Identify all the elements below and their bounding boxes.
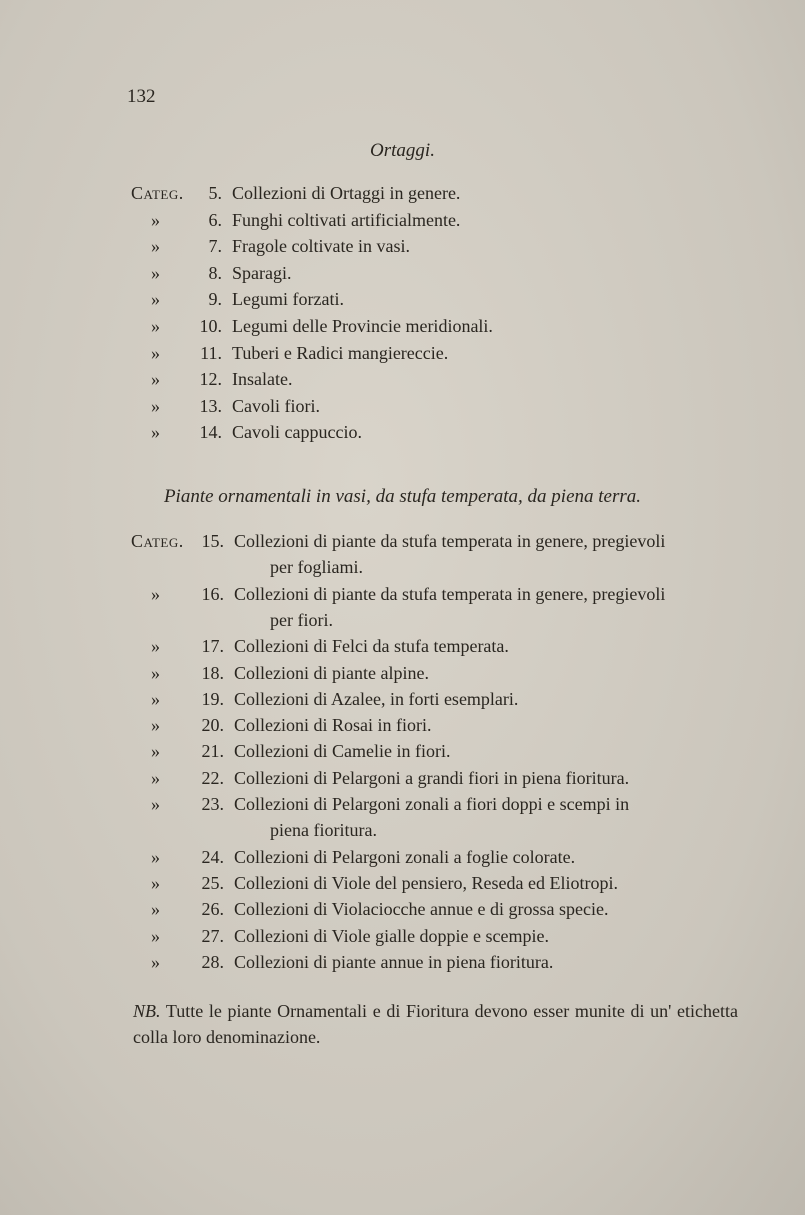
category-number: 9. <box>208 289 222 310</box>
category-marker: » <box>151 925 160 946</box>
footnote-text: Tutte le piante Ornamentali e di Fioritura devono esser munite di un' etichetta colla loro denominazione. <box>133 1001 738 1047</box>
category-number: 11. <box>200 342 222 363</box>
category-marker: » <box>151 262 160 283</box>
category-number: 24. <box>201 846 224 867</box>
entry-text-continued: per fogliami. <box>270 557 363 578</box>
category-number: 5. <box>208 183 222 203</box>
category-number: 26. <box>201 899 224 920</box>
category-number: 20. <box>201 715 224 736</box>
entry-text: Collezioni di Violaciocche annue e di grossa specie. <box>234 899 609 920</box>
category-number: 12. <box>199 369 222 390</box>
category-marker: » <box>151 846 160 867</box>
page-number: 132 <box>127 86 156 107</box>
category-marker: Categ. <box>131 183 184 203</box>
category-marker: » <box>151 767 160 788</box>
entry-text: Cavoli fiori. <box>232 395 320 416</box>
entry-text: Legumi forzati. <box>232 289 344 310</box>
entry-text: Tuberi e Radici mangiereccie. <box>232 342 449 363</box>
category-number: 15. <box>201 531 224 551</box>
category-marker: » <box>151 688 160 709</box>
entry-text: Collezioni di Azalee, in forti esemplari. <box>234 688 519 709</box>
entry-text: Collezioni di Viole del pensiero, Reseda ed Eliotropi. <box>234 872 619 893</box>
category-marker: » <box>151 583 160 604</box>
footnote <box>133 998 738 1050</box>
entry-text: Fragole coltivate in vasi. <box>232 236 410 257</box>
entry-text: Sparagi. <box>232 262 292 283</box>
category-marker: » <box>151 662 160 683</box>
category-marker: » <box>151 289 160 310</box>
category-marker: Categ. <box>131 531 184 551</box>
entry-text: Collezioni di piante annue in piena fioritura. <box>234 951 554 972</box>
entry-text: Collezioni di Rosai in fiori. <box>234 715 432 736</box>
category-marker: » <box>151 872 160 893</box>
category-number: 8. <box>208 262 222 283</box>
category-number: 28. <box>201 951 224 972</box>
category-marker: » <box>151 741 160 762</box>
category-marker: » <box>151 369 160 390</box>
entry-text: Cavoli cappuccio. <box>232 422 362 443</box>
entry-text: Collezioni di Pelargoni zonali a foglie colorate. <box>234 846 576 867</box>
section-title-ortaggi: Ortaggi. <box>370 140 435 161</box>
entry-text: Collezioni di piante da stufa temperata in genere, pregievoli <box>234 531 666 551</box>
entry-text: Legumi delle Provincie meridionali. <box>232 316 493 336</box>
section-title-piante-ornamentali: Piante ornamentali in vasi, da stufa temperata, da piena terra. <box>163 486 642 507</box>
category-marker: » <box>151 636 160 657</box>
entry-text: Collezioni di Viole gialle doppie e scempie. <box>234 925 550 946</box>
entry-text: Collezioni di piante alpine. <box>234 662 429 683</box>
entry-text: Collezioni di Camelie in fiori. <box>234 741 451 762</box>
entry-text: Collezioni di Felci da stufa temperata. <box>234 636 509 657</box>
category-number: 18. <box>201 662 224 683</box>
category-marker: » <box>151 794 160 814</box>
category-number: 6. <box>208 209 222 230</box>
category-number: 22. <box>201 767 224 788</box>
entry-text-continued: per fiori. <box>270 609 333 630</box>
category-number: 23. <box>201 794 224 814</box>
category-marker: » <box>151 236 160 257</box>
entry-text-continued: piena fioritura. <box>270 820 377 841</box>
entry-text: Funghi coltivati artificialmente. <box>232 209 461 230</box>
entry-text: Insalate. <box>232 369 293 390</box>
footnote-label: NB. <box>133 1001 161 1021</box>
category-marker: » <box>151 342 160 363</box>
category-number: 27. <box>201 925 224 946</box>
entry-text: Collezioni di piante da stufa temperata in genere, pregievoli <box>234 583 666 604</box>
entry-text: Collezioni di Ortaggi in genere. <box>232 183 461 203</box>
category-number: 10. <box>199 316 222 336</box>
category-number: 7. <box>208 236 222 257</box>
entry-text: Collezioni di Pelargoni a grandi fiori in piena fioritura. <box>234 767 630 788</box>
category-number: 17. <box>201 636 224 657</box>
category-marker: » <box>151 209 160 230</box>
category-marker: » <box>151 951 160 972</box>
category-marker: » <box>151 395 160 416</box>
category-number: 21. <box>201 741 224 762</box>
category-marker: » <box>151 715 160 736</box>
category-marker: » <box>151 316 160 336</box>
entry-text: Collezioni di Pelargoni zonali a fiori doppi e scempi in <box>234 794 630 814</box>
category-number: 19. <box>201 688 224 709</box>
category-number: 16. <box>201 583 224 604</box>
category-marker: » <box>151 899 160 920</box>
category-marker: » <box>151 422 160 443</box>
category-number: 25. <box>201 872 224 893</box>
category-number: 14. <box>199 422 222 443</box>
category-number: 13. <box>199 395 222 416</box>
